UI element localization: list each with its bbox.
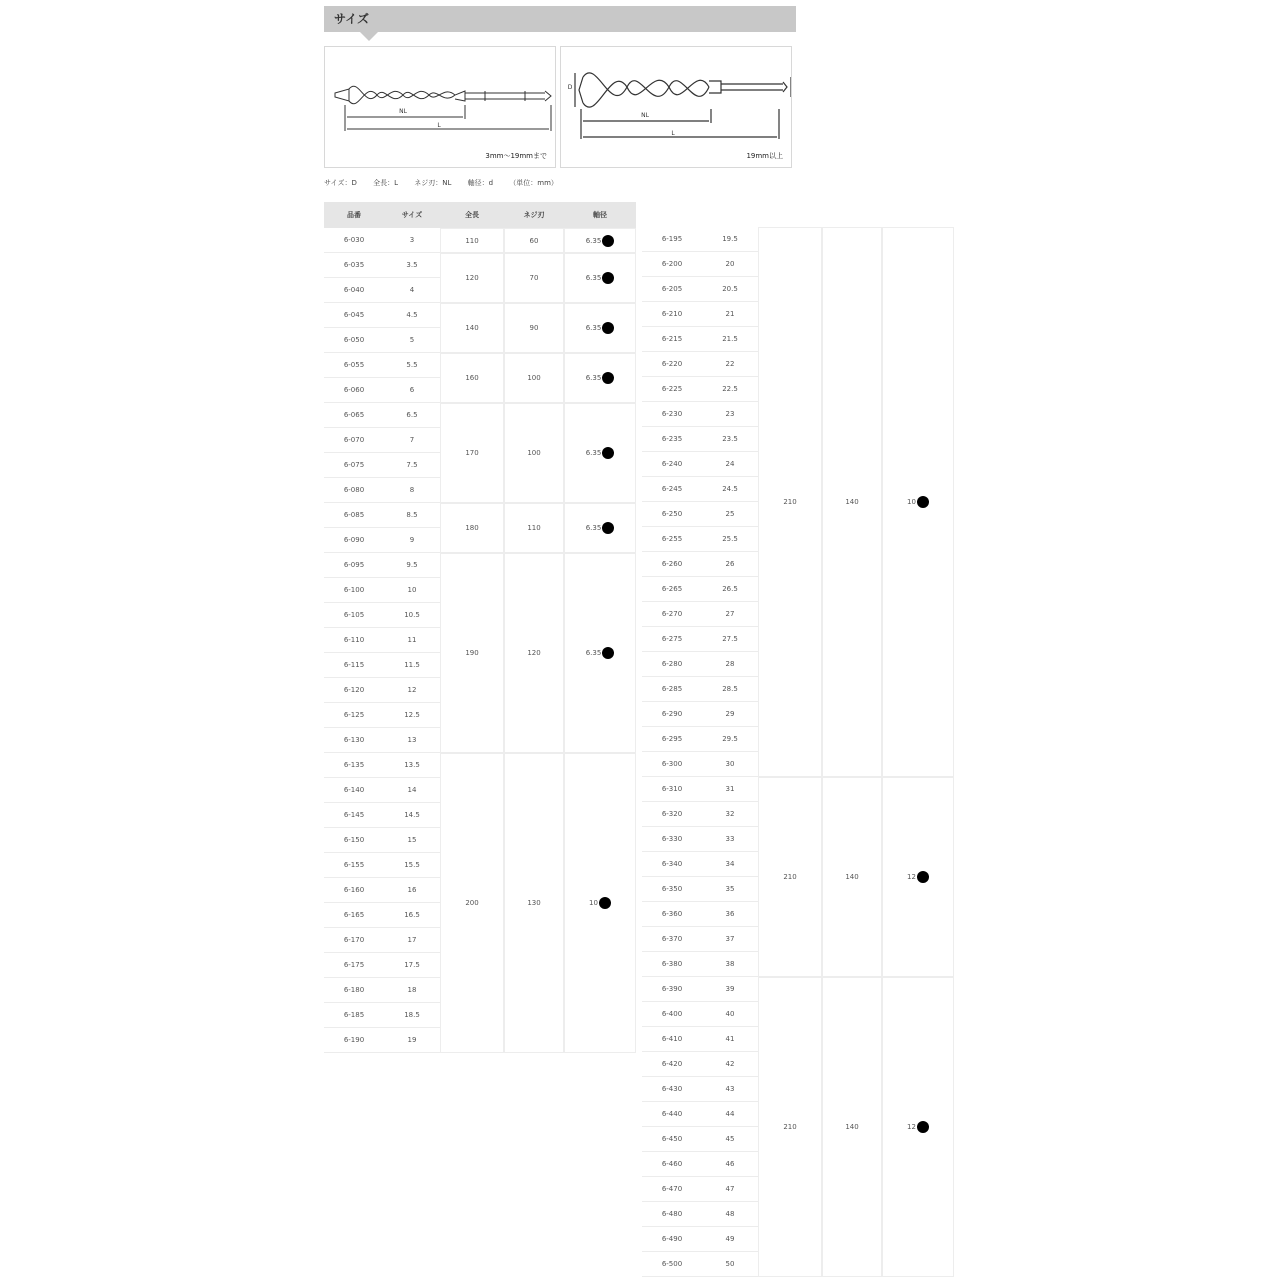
part-number-cell: 6-280 bbox=[642, 652, 702, 677]
size-cell: 8.5 bbox=[384, 503, 440, 528]
size-cell: 7 bbox=[384, 428, 440, 453]
header-part-number: 品番 bbox=[324, 202, 384, 228]
size-cell: 14 bbox=[384, 778, 440, 803]
part-number-cell: 6-045 bbox=[324, 303, 384, 328]
part-number-cell: 6-095 bbox=[324, 553, 384, 578]
shaft-shape-icon bbox=[602, 235, 614, 247]
part-number-cell: 6-250 bbox=[642, 502, 702, 527]
size-cell: 4.5 bbox=[384, 303, 440, 328]
shaft-cell bbox=[564, 753, 636, 1053]
l-dimension-label: L bbox=[437, 122, 441, 129]
size-cell: 12 bbox=[384, 678, 440, 703]
part-number-cell: 6-270 bbox=[642, 602, 702, 627]
header-size: サイズ bbox=[384, 202, 440, 228]
part-number-cell: 6-180 bbox=[324, 978, 384, 1003]
part-number-cell: 6-205 bbox=[642, 277, 702, 302]
part-number-cell: 6-120 bbox=[324, 678, 384, 703]
part-number-cell: 6-100 bbox=[324, 578, 384, 603]
size-cell: 35 bbox=[702, 877, 758, 902]
shaft-value: 6.35 bbox=[585, 374, 602, 382]
part-number-cell: 6-075 bbox=[324, 453, 384, 478]
shaft-shape-icon bbox=[602, 372, 614, 384]
size-cell: 9 bbox=[384, 528, 440, 553]
shaft-cell bbox=[564, 253, 636, 303]
length-cell: 210 bbox=[758, 227, 822, 777]
size-cell: 28 bbox=[702, 652, 758, 677]
thread-cell: 140 bbox=[822, 227, 882, 777]
part-number-cell: 6-170 bbox=[324, 928, 384, 953]
length-cell: 210 bbox=[758, 977, 822, 1277]
part-number-cell: 6-050 bbox=[324, 328, 384, 353]
part-number-cell: 6-215 bbox=[642, 327, 702, 352]
part-number-cell: 6-460 bbox=[642, 1152, 702, 1177]
length-cell: 120 bbox=[440, 253, 504, 303]
part-number-cell: 6-490 bbox=[642, 1227, 702, 1252]
shaft-shape-icon bbox=[602, 522, 614, 534]
size-cell: 29.5 bbox=[702, 727, 758, 752]
part-number-cell: 6-245 bbox=[642, 477, 702, 502]
thread-cell: 140 bbox=[822, 777, 882, 977]
size-cell: 18 bbox=[384, 978, 440, 1003]
part-number-cell: 6-195 bbox=[642, 227, 702, 252]
size-cell: 19.5 bbox=[702, 227, 758, 252]
spec-table-right bbox=[642, 227, 954, 1277]
size-cell: 6.5 bbox=[384, 403, 440, 428]
part-number-cell: 6-175 bbox=[324, 953, 384, 978]
shaft-cell bbox=[882, 777, 954, 977]
part-number-cell: 6-145 bbox=[324, 803, 384, 828]
length-cell: 160 bbox=[440, 353, 504, 403]
part-number-cell: 6-235 bbox=[642, 427, 702, 452]
thread-cell: 130 bbox=[504, 753, 564, 1053]
size-cell: 20.5 bbox=[702, 277, 758, 302]
part-number-cell: 6-310 bbox=[642, 777, 702, 802]
size-cell: 18.5 bbox=[384, 1003, 440, 1028]
part-number-cell: 6-055 bbox=[324, 353, 384, 378]
size-cell: 4 bbox=[384, 278, 440, 303]
part-number-cell: 6-390 bbox=[642, 977, 702, 1002]
part-number-cell: 6-115 bbox=[324, 653, 384, 678]
size-cell: 10.5 bbox=[384, 603, 440, 628]
part-number-cell: 6-330 bbox=[642, 827, 702, 852]
part-number-cell: 6-360 bbox=[642, 902, 702, 927]
part-number-cell: 6-295 bbox=[642, 727, 702, 752]
part-number-cell: 6-300 bbox=[642, 752, 702, 777]
size-cell: 27 bbox=[702, 602, 758, 627]
part-number-cell: 6-085 bbox=[324, 503, 384, 528]
size-cell: 45 bbox=[702, 1127, 758, 1152]
part-number-cell: 6-090 bbox=[324, 528, 384, 553]
part-number-cell: 6-065 bbox=[324, 403, 384, 428]
length-cell: 110 bbox=[440, 228, 504, 253]
size-cell: 37 bbox=[702, 927, 758, 952]
size-cell: 50 bbox=[702, 1252, 758, 1277]
part-number-cell: 6-400 bbox=[642, 1002, 702, 1027]
part-number-cell: 6-105 bbox=[324, 603, 384, 628]
part-number-cell: 6-150 bbox=[324, 828, 384, 853]
legend-item: ネジ刃：NL bbox=[414, 179, 452, 187]
shaft-value: 10 bbox=[589, 899, 598, 907]
part-number-cell: 6-200 bbox=[642, 252, 702, 277]
size-cell: 16 bbox=[384, 878, 440, 903]
part-number-cell: 6-225 bbox=[642, 377, 702, 402]
size-cell: 13.5 bbox=[384, 753, 440, 778]
drill-diagram-large bbox=[560, 46, 792, 168]
shaft-value: 6.35 bbox=[585, 274, 602, 282]
size-cell: 26 bbox=[702, 552, 758, 577]
header-thread: ネジ刃 bbox=[504, 202, 564, 228]
section-title: サイズ bbox=[324, 6, 796, 32]
size-cell: 41 bbox=[702, 1027, 758, 1052]
shaft-value: 6.35 bbox=[585, 524, 602, 532]
size-cell: 30 bbox=[702, 752, 758, 777]
size-cell: 17.5 bbox=[384, 953, 440, 978]
part-number-cell: 6-430 bbox=[642, 1077, 702, 1102]
part-number-cell: 6-470 bbox=[642, 1177, 702, 1202]
part-number-cell: 6-135 bbox=[324, 753, 384, 778]
size-cell: 9.5 bbox=[384, 553, 440, 578]
size-cell: 25 bbox=[702, 502, 758, 527]
shaft-cell bbox=[882, 977, 954, 1277]
shaft-value: 10 bbox=[907, 498, 916, 506]
thread-cell: 100 bbox=[504, 353, 564, 403]
shaft-cell bbox=[564, 503, 636, 553]
part-number-cell: 6-155 bbox=[324, 853, 384, 878]
shaft-shape-icon bbox=[602, 272, 614, 284]
size-cell: 10 bbox=[384, 578, 440, 603]
length-cell: 180 bbox=[440, 503, 504, 553]
legend-item: 全長：L bbox=[373, 179, 398, 187]
size-cell: 24 bbox=[702, 452, 758, 477]
thread-cell: 60 bbox=[504, 228, 564, 253]
size-cell: 47 bbox=[702, 1177, 758, 1202]
part-number-cell: 6-030 bbox=[324, 228, 384, 253]
size-cell: 14.5 bbox=[384, 803, 440, 828]
part-number-cell: 6-320 bbox=[642, 802, 702, 827]
part-number-cell: 6-230 bbox=[642, 402, 702, 427]
size-cell: 36 bbox=[702, 902, 758, 927]
size-cell: 3 bbox=[384, 228, 440, 253]
l-dimension-label: L bbox=[671, 130, 675, 137]
shaft-shape-icon bbox=[599, 897, 611, 909]
size-cell: 5.5 bbox=[384, 353, 440, 378]
part-number-cell: 6-110 bbox=[324, 628, 384, 653]
shaft-cell bbox=[564, 228, 636, 253]
size-cell: 19 bbox=[384, 1028, 440, 1053]
part-number-cell: 6-130 bbox=[324, 728, 384, 753]
shaft-cell bbox=[564, 353, 636, 403]
size-cell: 17 bbox=[384, 928, 440, 953]
shaft-cell bbox=[882, 227, 954, 777]
size-cell: 22 bbox=[702, 352, 758, 377]
length-cell: 140 bbox=[440, 303, 504, 353]
shaft-shape-icon bbox=[917, 1121, 929, 1133]
size-cell: 42 bbox=[702, 1052, 758, 1077]
part-number-cell: 6-340 bbox=[642, 852, 702, 877]
size-cell: 21.5 bbox=[702, 327, 758, 352]
dimension-legend bbox=[324, 178, 644, 190]
nl-dimension-label: NL bbox=[641, 112, 649, 119]
part-number-cell: 6-240 bbox=[642, 452, 702, 477]
size-cell: 16.5 bbox=[384, 903, 440, 928]
part-number-cell: 6-265 bbox=[642, 577, 702, 602]
part-number-cell: 6-350 bbox=[642, 877, 702, 902]
drill-diagram-small bbox=[324, 46, 556, 168]
nl-dimension-label: NL bbox=[399, 108, 407, 115]
header-length: 全長 bbox=[440, 202, 504, 228]
size-cell: 7.5 bbox=[384, 453, 440, 478]
shaft-cell bbox=[564, 553, 636, 753]
shaft-value: 12 bbox=[907, 1123, 916, 1131]
part-number-cell: 6-070 bbox=[324, 428, 384, 453]
thread-cell: 140 bbox=[822, 977, 882, 1277]
part-number-cell: 6-035 bbox=[324, 253, 384, 278]
legend-item: サイズ：D bbox=[324, 179, 357, 187]
size-cell: 26.5 bbox=[702, 577, 758, 602]
size-cell: 11 bbox=[384, 628, 440, 653]
part-number-cell: 6-255 bbox=[642, 527, 702, 552]
length-cell: 170 bbox=[440, 403, 504, 503]
size-cell: 27.5 bbox=[702, 627, 758, 652]
part-number-cell: 6-500 bbox=[642, 1252, 702, 1277]
part-number-cell: 6-080 bbox=[324, 478, 384, 503]
part-number-cell: 6-420 bbox=[642, 1052, 702, 1077]
shaft-value: 12 bbox=[907, 873, 916, 881]
size-cell: 22.5 bbox=[702, 377, 758, 402]
thread-cell: 70 bbox=[504, 253, 564, 303]
legend-item: （単位：mm） bbox=[509, 179, 558, 187]
size-cell: 8 bbox=[384, 478, 440, 503]
size-cell: 11.5 bbox=[384, 653, 440, 678]
size-cell: 13 bbox=[384, 728, 440, 753]
size-cell: 32 bbox=[702, 802, 758, 827]
size-cell: 29 bbox=[702, 702, 758, 727]
d-dimension-label: D bbox=[567, 84, 573, 91]
part-number-cell: 6-190 bbox=[324, 1028, 384, 1053]
shaft-shape-icon bbox=[602, 647, 614, 659]
shaft-value: 6.35 bbox=[585, 236, 602, 245]
size-cell: 49 bbox=[702, 1227, 758, 1252]
size-cell: 21 bbox=[702, 302, 758, 327]
size-cell: 12.5 bbox=[384, 703, 440, 728]
size-cell: 6 bbox=[384, 378, 440, 403]
size-cell: 44 bbox=[702, 1102, 758, 1127]
size-cell: 23 bbox=[702, 402, 758, 427]
shaft-shape-icon bbox=[602, 322, 614, 334]
part-number-cell: 6-160 bbox=[324, 878, 384, 903]
size-cell: 24.5 bbox=[702, 477, 758, 502]
part-number-cell: 6-060 bbox=[324, 378, 384, 403]
auger-bit-drawing-small bbox=[325, 47, 555, 167]
size-cell: 43 bbox=[702, 1077, 758, 1102]
part-number-cell: 6-260 bbox=[642, 552, 702, 577]
shaft-value: 6.35 bbox=[585, 449, 602, 457]
size-cell: 3.5 bbox=[384, 253, 440, 278]
size-cell: 34 bbox=[702, 852, 758, 877]
part-number-cell: 6-440 bbox=[642, 1102, 702, 1127]
size-cell: 33 bbox=[702, 827, 758, 852]
size-cell: 20 bbox=[702, 252, 758, 277]
size-cell: 38 bbox=[702, 952, 758, 977]
part-number-cell: 6-285 bbox=[642, 677, 702, 702]
part-number-cell: 6-210 bbox=[642, 302, 702, 327]
part-number-cell: 6-040 bbox=[324, 278, 384, 303]
diagram-caption: 3mm～19mmまで bbox=[485, 152, 547, 160]
length-cell: 210 bbox=[758, 777, 822, 977]
spec-table-left bbox=[324, 202, 636, 1052]
size-cell: 31 bbox=[702, 777, 758, 802]
shaft-shape-icon bbox=[917, 871, 929, 883]
part-number-cell: 6-370 bbox=[642, 927, 702, 952]
length-cell: 190 bbox=[440, 553, 504, 753]
part-number-cell: 6-185 bbox=[324, 1003, 384, 1028]
size-cell: 25.5 bbox=[702, 527, 758, 552]
part-number-cell: 6-125 bbox=[324, 703, 384, 728]
part-number-cell: 6-165 bbox=[324, 903, 384, 928]
shaft-shape-icon bbox=[602, 447, 614, 459]
shaft-cell bbox=[564, 403, 636, 503]
size-cell: 23.5 bbox=[702, 427, 758, 452]
part-number-cell: 6-140 bbox=[324, 778, 384, 803]
auger-bit-drawing-large bbox=[561, 47, 791, 167]
shaft-value: 6.35 bbox=[585, 324, 602, 332]
part-number-cell: 6-380 bbox=[642, 952, 702, 977]
shaft-value: 6.35 bbox=[585, 649, 602, 657]
part-number-cell: 6-410 bbox=[642, 1027, 702, 1052]
header-shaft: 軸径 bbox=[564, 202, 636, 228]
section-title-notch bbox=[360, 32, 378, 41]
size-cell: 48 bbox=[702, 1202, 758, 1227]
thread-cell: 100 bbox=[504, 403, 564, 503]
size-cell: 40 bbox=[702, 1002, 758, 1027]
size-cell: 15 bbox=[384, 828, 440, 853]
legend-item: 軸径：d bbox=[467, 179, 494, 187]
diagram-caption: 19mm以上 bbox=[746, 152, 783, 160]
thread-cell: 110 bbox=[504, 503, 564, 553]
size-cell: 39 bbox=[702, 977, 758, 1002]
part-number-cell: 6-290 bbox=[642, 702, 702, 727]
length-cell: 200 bbox=[440, 753, 504, 1053]
part-number-cell: 6-275 bbox=[642, 627, 702, 652]
size-cell: 15.5 bbox=[384, 853, 440, 878]
thread-cell: 90 bbox=[504, 303, 564, 353]
part-number-cell: 6-450 bbox=[642, 1127, 702, 1152]
size-cell: 46 bbox=[702, 1152, 758, 1177]
part-number-cell: 6-480 bbox=[642, 1202, 702, 1227]
size-cell: 5 bbox=[384, 328, 440, 353]
shaft-shape-icon bbox=[917, 496, 929, 508]
shaft-cell bbox=[564, 303, 636, 353]
size-cell: 28.5 bbox=[702, 677, 758, 702]
thread-cell: 120 bbox=[504, 553, 564, 753]
part-number-cell: 6-220 bbox=[642, 352, 702, 377]
